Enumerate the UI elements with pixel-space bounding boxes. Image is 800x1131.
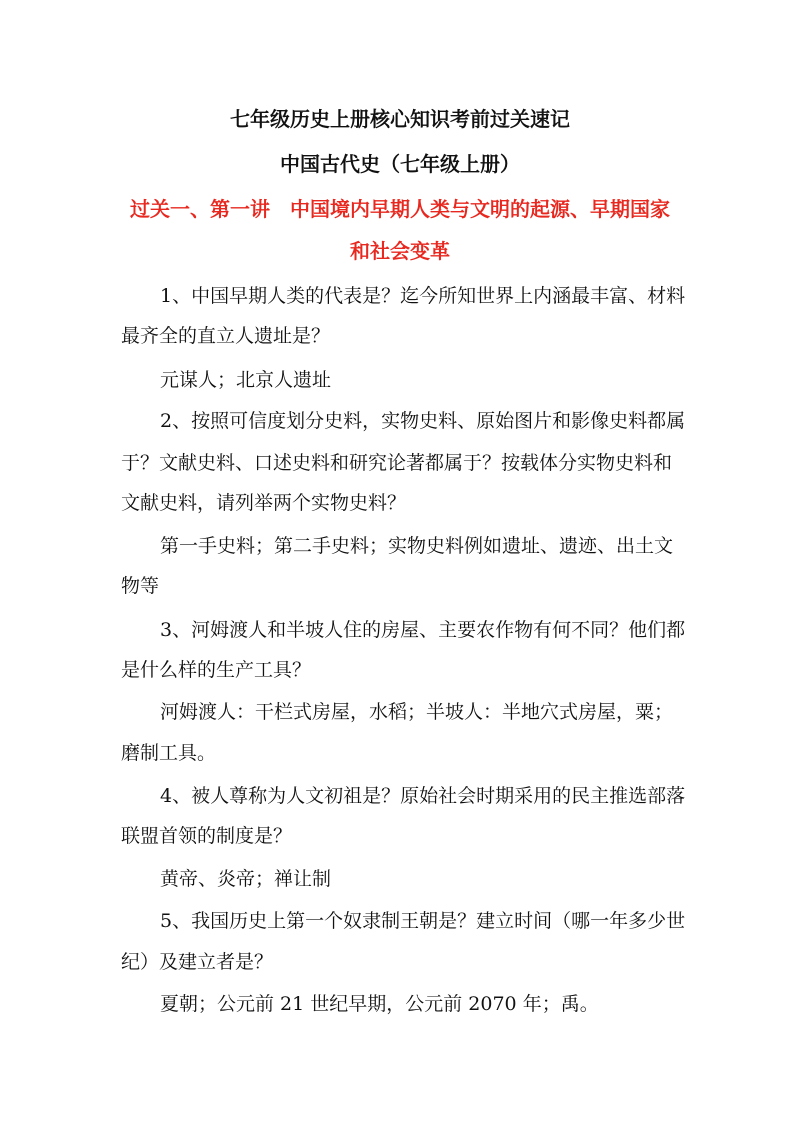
section-title-line-1: 过关一、第一讲 中国境内早期人类与文明的起源、早期国家	[130, 197, 670, 221]
document-subtitle: 中国古代史（七年级上册）	[280, 152, 520, 176]
question-2-line-3: 文献史料，请列举两个实物史料？	[121, 492, 407, 514]
answer-2-line-1: 第一手史料；第二手史料；实物史料例如遗址、遗迹、出土文	[160, 535, 674, 557]
question-2-line-2: 于？文献史料、口述史料和研究论著都属于？按载体分实物史料和	[121, 452, 673, 474]
answer-4-line-1: 黄帝、炎帝；禅让制	[160, 868, 332, 890]
answer-3-line-1: 河姆渡人：干栏式房屋，水稻；半坡人：半地穴式房屋，粟；	[160, 701, 674, 723]
question-4-line-2: 联盟首领的制度是？	[121, 825, 293, 847]
question-2-line-1: 2、按照可信度划分史料，实物史料、原始图片和影像史料都属	[160, 410, 686, 432]
question-1-line-2: 最齐全的直立人遗址是？	[121, 325, 331, 347]
question-4-line-1: 4、被人尊称为人文初祖是？原始社会时期采用的民主推选部落	[160, 785, 686, 807]
question-5-line-1: 5、我国历史上第一个奴隶制王朝是？建立时间（哪一年多少世	[160, 910, 686, 932]
section-title-line-2: 和社会变革	[350, 239, 450, 263]
document-title: 七年级历史上册核心知识考前过关速记	[230, 107, 570, 131]
answer-3-line-2: 磨制工具。	[121, 742, 217, 764]
answer-1-line-1: 元谋人；北京人遗址	[160, 369, 332, 391]
answer-5-line-1: 夏朝；公元前 21 世纪早期，公元前 2070 年；禹。	[160, 993, 599, 1015]
question-3-line-2: 是什么样的生产工具？	[121, 659, 312, 681]
question-1-line-1: 1、中国早期人类的代表是？迄今所知世界上内涵最丰富、材料	[160, 285, 686, 307]
answer-2-line-2: 物等	[121, 575, 160, 597]
question-5-line-2: 纪）及建立者是？	[121, 951, 274, 973]
question-3-line-1: 3、河姆渡人和半坡人住的房屋、主要农作物有何不同？他们都	[160, 619, 686, 641]
